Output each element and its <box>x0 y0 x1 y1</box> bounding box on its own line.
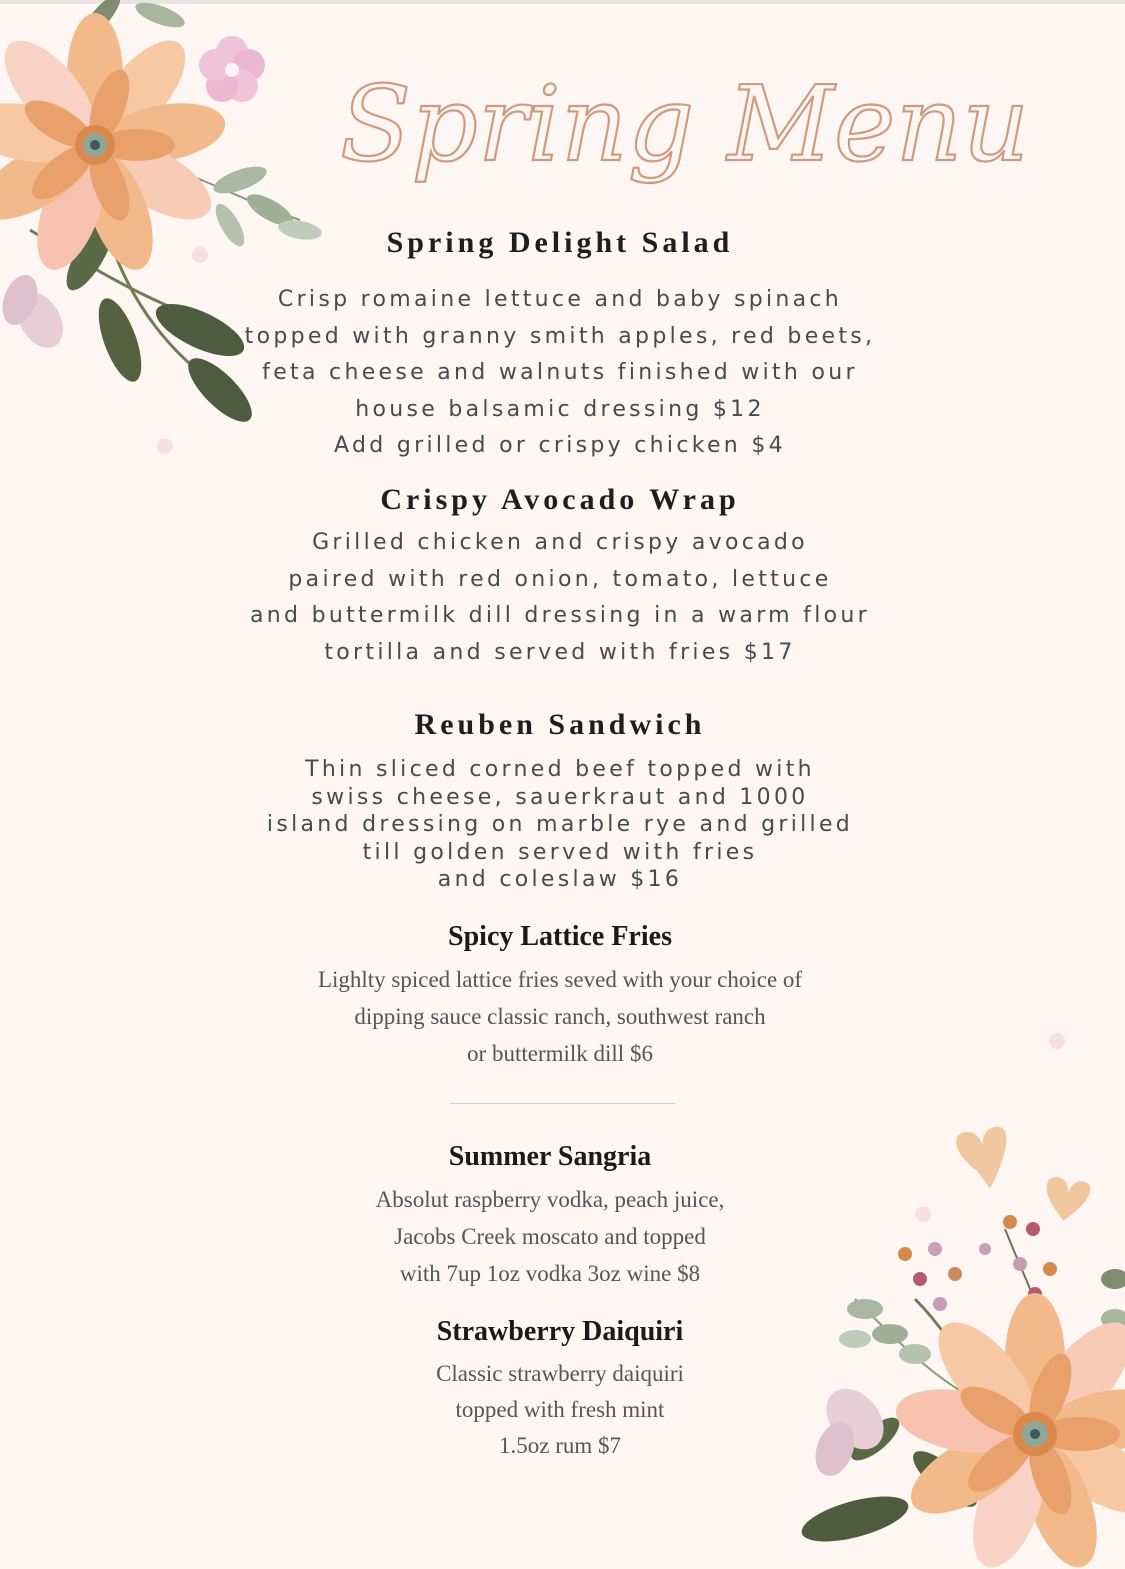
description-line: paired with red onion, tomato, lettuce <box>288 566 832 592</box>
description-line: topped with granny smith apples, red beets, <box>244 323 876 349</box>
description-line: topped with fresh mint <box>455 1397 665 1422</box>
description-line: feta cheese and walnuts finished with our <box>262 360 858 385</box>
description-line: Grilled chicken and crispy avocado <box>312 530 808 555</box>
menu-item-summer-sangria <box>230 1140 870 1292</box>
description-line: island dressing on marble rye and grilled <box>266 812 854 837</box>
description-line: Lighlty spiced lattice fries seved with your choice of <box>317 967 803 992</box>
item-name: Spicy Lattice Fries <box>448 921 672 952</box>
item-name: Strawberry Daiquiri <box>436 1316 684 1347</box>
menu-item-crispy-avocado-wrap <box>240 483 880 671</box>
svg-text:Spring Menu: Spring Menu <box>340 63 1030 185</box>
description-line: Thin sliced corned beef topped with <box>305 757 815 782</box>
item-name: Summer Sangria <box>448 1141 652 1172</box>
item-description <box>240 961 880 1072</box>
description-line: Classic strawberry daiquiri <box>436 1361 684 1386</box>
description-line: Absolut raspberry vodka, peach juice, <box>375 1187 725 1212</box>
description-line: with 7up 1oz vodka 3oz wine $8 <box>399 1261 701 1286</box>
description-line: Jacobs Creek moscato and topped <box>394 1224 706 1249</box>
item-description <box>240 525 880 671</box>
description-line: till golden served with fries <box>362 839 758 865</box>
menu-item-reuben-sandwich <box>240 708 880 894</box>
item-name: Reuben Sandwich <box>414 708 706 741</box>
menu-item-spicy-lattice-fries <box>240 920 880 1072</box>
description-line: and coleslaw $16 <box>437 867 683 892</box>
section-divider <box>450 1103 675 1104</box>
item-description <box>240 282 880 465</box>
description-line: Crisp romaine lettuce and baby spinach <box>277 287 843 312</box>
description-line: dipping sauce classic ranch, southwest ranch <box>354 1004 766 1029</box>
description-line: and buttermilk dill dressing in a warm flour <box>249 603 870 628</box>
description-line: 1.5oz rum $7 <box>498 1433 621 1458</box>
menu-item-spring-delight-salad <box>240 226 880 465</box>
description-line: Add grilled or crispy chicken $4 <box>334 433 786 458</box>
item-name: Crispy Avocado Wrap <box>380 483 740 516</box>
description-line: swiss cheese, sauerkraut and 1000 <box>311 784 809 810</box>
item-description <box>230 1181 870 1292</box>
item-description <box>240 756 880 894</box>
menu-title <box>330 40 1030 220</box>
description-line: or buttermilk dill $6 <box>467 1041 653 1066</box>
menu-item-strawberry-daiquiri <box>240 1315 880 1464</box>
floral-decoration-bottom-right <box>795 1099 1125 1569</box>
description-line: tortilla and served with fries $17 <box>324 639 796 665</box>
item-name: Spring Delight Salad <box>386 226 734 259</box>
item-description <box>240 1356 880 1464</box>
description-line: house balsamic dressing $12 <box>355 396 765 422</box>
